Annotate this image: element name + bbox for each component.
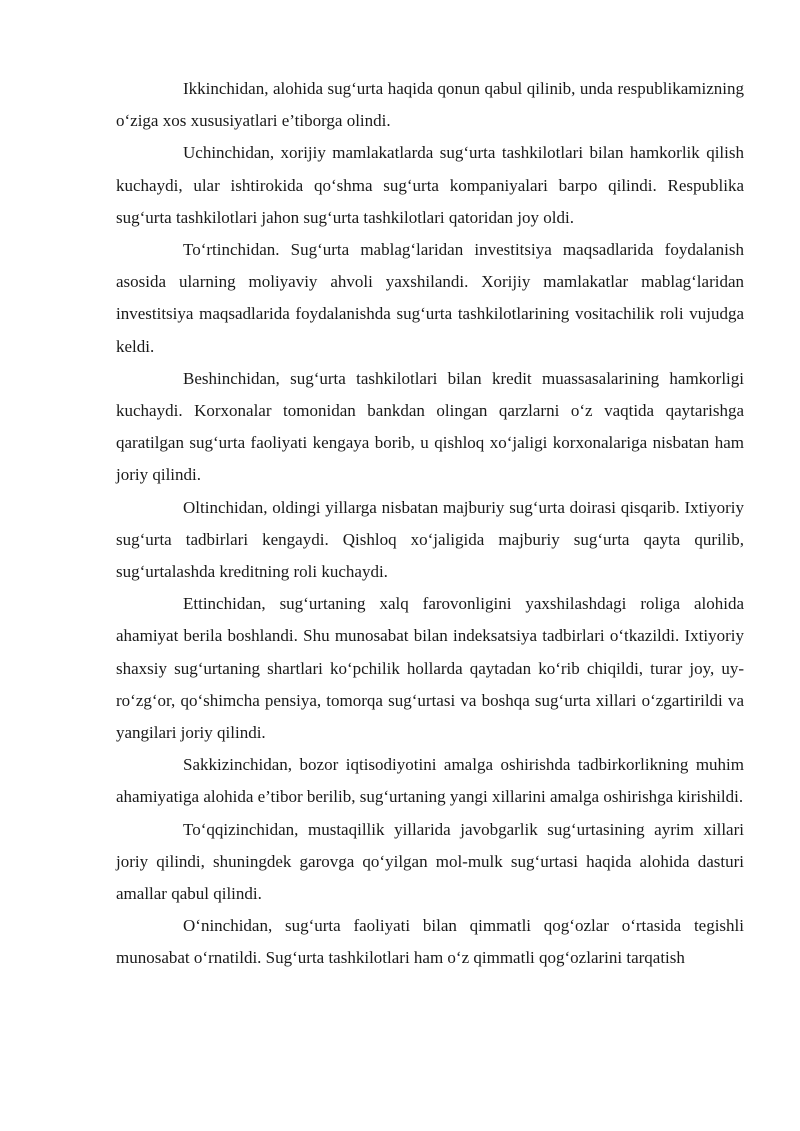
- paragraph-sakkizinchidan: Sakkizinchidan, bozor iqtisodiyotini amalga oshirishda tadbirkorlikning muhim ahamiyatiga alohida e’tibor berilib, sug‘urtaning yangi xillarini amalga oshirishga kirishildi.: [116, 755, 744, 807]
- paragraph-toqqizinchidan: To‘qqizinchidan, mustaqillik yillarida javobgarlik sug‘urtasining ayrim xillari joriy qilindi, shuningdek garovga qo‘yilgan mol-mulk sug‘urtasi haqida alohida dasturi amallar qabul qilindi.: [116, 819, 744, 904]
- paragraph-ettinchidan: Ettinchidan, sug‘urtaning xalq farovonligini yaxshilashdagi roliga alohida ahamiyat berila boshlandi. Shu munosabat bilan indeksatsiya tadbirlari o‘tkazildi. Ixtiyoriy shaxsiy sug‘urtaning shartlari ko‘pchilik hollarda qaytadan ko‘rib chiqildi, turar joy, uy-ro‘zg‘or, qo‘shimcha pensiya, tomorqa sug‘urtasi va boshqa sug‘urta xillari o‘zgartirildi va yangilari joriy qilindi.: [116, 594, 744, 743]
- paragraph-beshinchidan: Beshinchidan, sug‘urta tashkilotlari bilan kredit muassasalarining hamkorligi kuchaydi. Korxonalar tomonidan bankdan olingan qarzlarni o‘z vaqtida qaytarishga qaratilgan sug‘urta faoliyati kengaya borib, u qishloq xo‘jaligi korxonalariga nisbatan ham joriy qilindi.: [116, 368, 744, 485]
- paragraph-tortinchidan: To‘rtinchidan. Sug‘urta mablag‘laridan investitsiya maqsadlarida foydalanish asosida ularning moliyaviy ahvoli yaxshilandi. Xorijiy mamlakatlar mablag‘laridan investitsiya maqsadlarida foydalanishda sug‘urta tashkilotlarining vositachilik roli vujudga keldi.: [116, 240, 744, 356]
- paragraph-oltinchidan: Oltinchidan, oldingi yillarga nisbatan majburiy sug‘urta doirasi qisqarib. Ixtiyoriy sug‘urta tadbirlari kengaydi. Qishloq xo‘jaligida majburiy sug‘urta qayta qurilib, sug‘urtalashda kreditning roli kuchaydi.: [116, 497, 744, 582]
- paragraph-ikkinchidan: Ikkinchidan, alohida sug‘urta haqida qonun qabul qilinib, unda respublikamizning o‘ziga xos xususiyatlari e’tiborga olindi.: [116, 79, 744, 131]
- paragraph-oninchidan: O‘ninchidan, sug‘urta faoliyati bilan qimmatli qog‘ozlar o‘rtasida tegishli munosabat o‘rnatildi. Sug‘urta tashkilotlari ham o‘z qimmatli qog‘ozlarini tarqatish: [116, 916, 744, 968]
- document-page: [116, 73, 744, 975]
- paragraph-uchinchidan: Uchinchidan, xorijiy mamlakatlarda sug‘urta tashkilotlari bilan hamkorlik qilish kuchaydi, ular ishtirokida qo‘shma sug‘urta kompaniyalari barpo qilindi. Respublika sug‘urta tashkilotlari jahon sug‘urta tashkilotlari qatoridan joy oldi.: [116, 143, 744, 227]
